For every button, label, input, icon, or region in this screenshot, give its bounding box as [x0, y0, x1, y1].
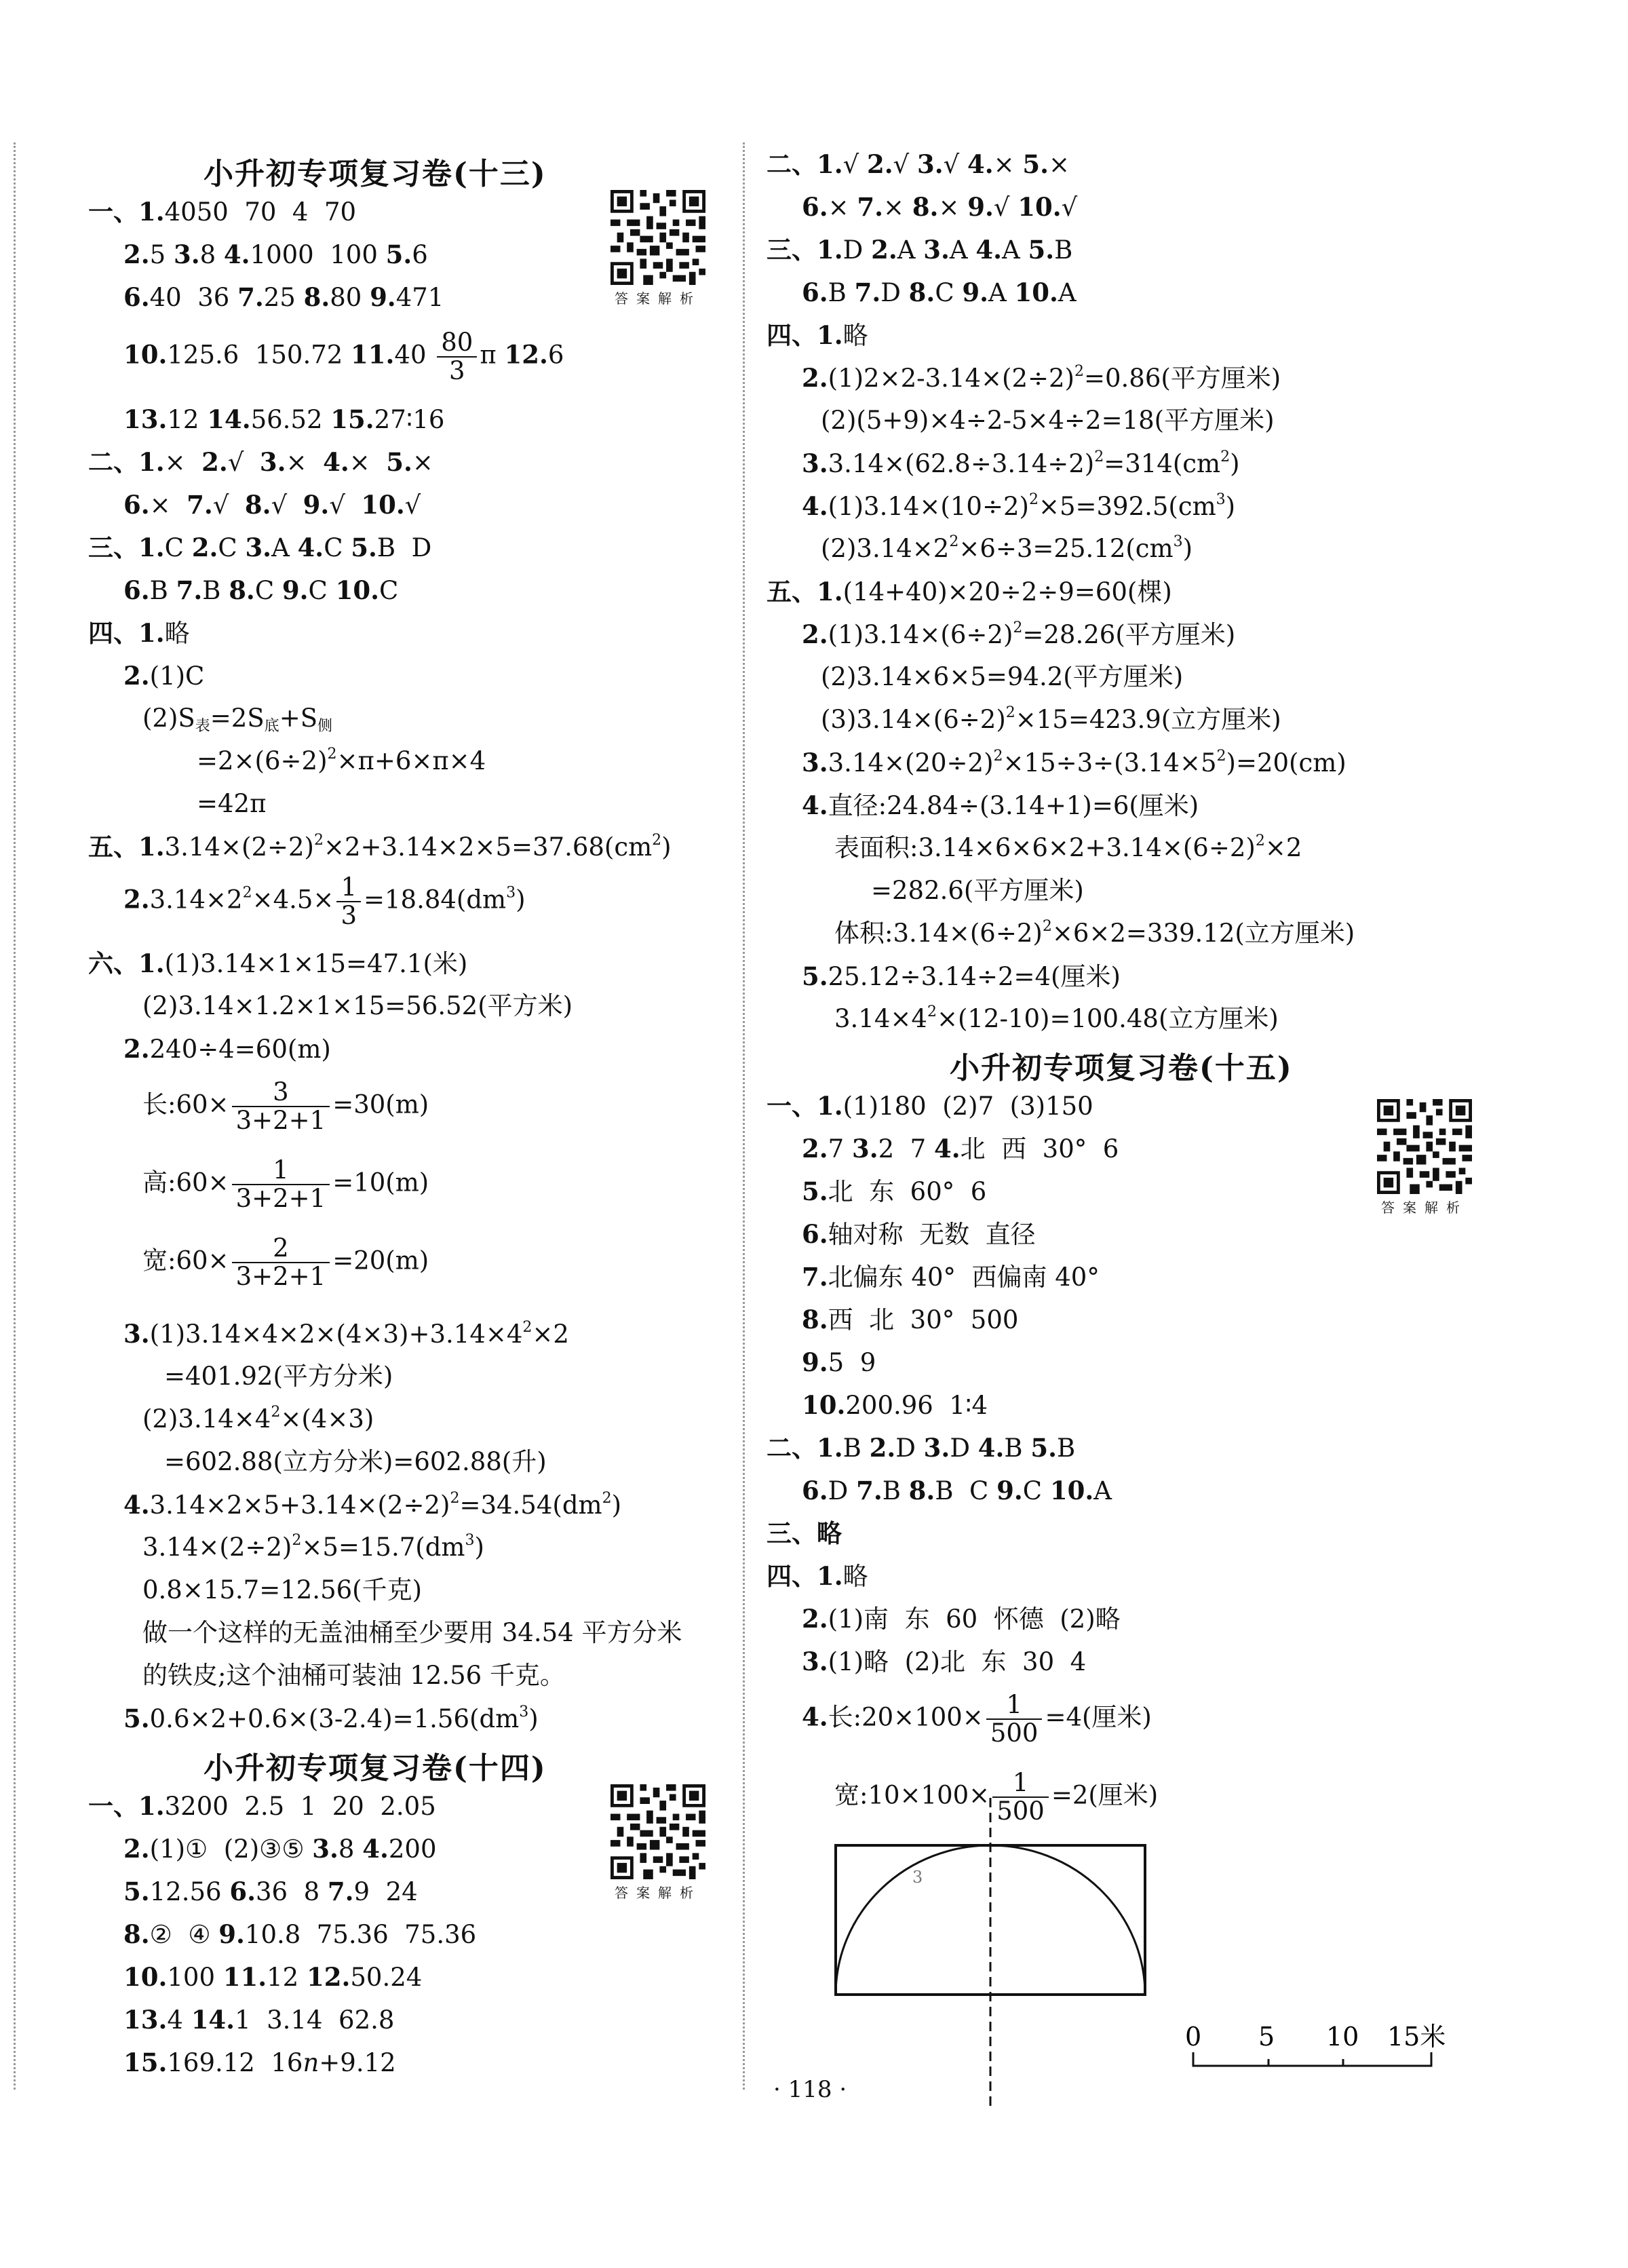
answer-line: $3.14\times(2\div 2)^2\times 5=15.7(dm^3)$	[142, 1532, 484, 1562]
answer-line: $5.0.6\times 2+0.6\times(3-2.4)=1.56(dm^3)$	[123, 1704, 539, 1733]
answer-line: 13.4 14.1 3.14 62.8	[123, 2005, 395, 2035]
fraction: $\frac{2}{3+2+1}$	[232, 1235, 330, 1290]
answer-line: 宽:60× $\frac{2}{3+2+1}$ =20(m)	[142, 1233, 429, 1291]
answer-line: 体积$:3.14\times(6\div 2)^2\times 6\times 2=339.12$(立方厘米)	[834, 918, 1355, 948]
section-15-title: 小升初专项复习卷(十五)	[950, 1051, 1293, 1085]
answer-line: =282.6(平方厘米)	[871, 876, 1084, 905]
answer-line: 2.(1)南 东 60 怀德 (2)略	[802, 1604, 1121, 1634]
answer-line: 5.北 东 60° 6	[802, 1176, 987, 1206]
scale-bar	[1184, 2022, 1469, 2083]
answer-line: 6.D 7.B 8.B C 9.C 10.A	[802, 1476, 1112, 1505]
answer-line: 5.25.12÷3.14÷2=4(厘米)	[802, 961, 1121, 991]
fraction: $\frac{80}{3}$	[437, 329, 477, 385]
page-number: · 118 ·	[773, 2076, 847, 2103]
answer-line: 6.× 7.√ 8.√ 9.√ 10.√	[123, 490, 421, 520]
answer-line: =42π	[197, 789, 267, 818]
answer-line: (2)(5+9)×4÷2-5×4÷2=18(平方厘米)	[821, 406, 1275, 435]
answer-line: 4.直径:24.84÷(3.14+1)=6(厘米)	[802, 790, 1199, 820]
qr-code-icon	[1377, 1099, 1472, 1194]
section-13-title: 小升初专项复习卷(十三)	[204, 157, 547, 191]
answer-line: 二、1.√ 2.√ 3.√ 4.× 5.×	[767, 149, 1070, 179]
answer-line: 一、1.3200 2.5 1 20 2.05	[88, 1791, 436, 1821]
answer-line: 8.② ④ 9.10.8 75.36 75.36	[123, 1919, 477, 1949]
answer-line: $2.3.14\times 2^2\times 4.5\times$ $\frac{1}{3}$ $=18.84(dm^3)$	[123, 872, 526, 930]
answer-line: 2.7 3.2 7 4.北 西 30° 6	[802, 1134, 1119, 1164]
fraction: $\frac{1}{3}$	[336, 874, 361, 929]
scale-line	[1193, 2052, 1431, 2066]
answer-line: 0.8×15.7=12.56(千克)	[142, 1575, 423, 1604]
qr-caption: 答案解析	[1381, 1199, 1468, 1216]
answer-line: 一、1.(1)180 (2)7 (3)150	[767, 1091, 1093, 1121]
scale-tick-label: 15米	[1387, 2022, 1446, 2052]
answer-line: 宽:10×100× $\frac{1}{500}$ =2(厘米)	[834, 1768, 1159, 1826]
answer-line: 一、1.4050 70 4 70	[88, 197, 357, 227]
scale-tick-label: 10	[1326, 2022, 1359, 2052]
qr-caption: 答案解析	[615, 290, 701, 307]
answer-line: 2.5 3.8 4.1000 100 5.6	[123, 239, 428, 269]
answer-line: 2.(1)① (2)③⑤ 3.8 4.200	[123, 1834, 437, 1864]
answer-line: 6.40 36 7.25 8.80 9.471	[123, 282, 444, 312]
answer-line: (2)3.14×6×5=94.2(平方厘米)	[821, 662, 1184, 691]
answer-line: 四、1.略	[88, 618, 190, 648]
answer-line: 8.西 北 30° 500	[802, 1305, 1019, 1334]
answer-line: $3.3.14\times(62.8\div 3.14\div 2)^2=314(cm^2)$	[802, 448, 1240, 478]
answer-line: 三、略	[767, 1518, 842, 1548]
scale-tick-label: 5	[1258, 2022, 1275, 2052]
answer-line: 4.长:20×100× $\frac{1}{500}$ =4(厘米)	[802, 1690, 1152, 1748]
answer-line: 5.12.56 6.36 8 7.9 24	[123, 1877, 418, 1906]
column-divider-left	[14, 142, 16, 2090]
qr-code-14[interactable]	[610, 1784, 705, 1902]
answer-line: 6.B 7.B 8.C 9.C 10.C	[123, 575, 399, 605]
answer-line: $(2)3.14\times 4^2\times(4\times 3)$	[142, 1404, 374, 1434]
answer-line: 13.12 14.56.52 15.27∶16	[123, 404, 445, 434]
answer-line: 六、1.(1)3.14×1×15=47.1(米)	[88, 948, 468, 978]
answer-line: 二、1.× 2.√ 3.× 4.× 5.×	[88, 447, 433, 477]
answer-line: 高:60× $\frac{1}{3+2+1}$ =10(m)	[142, 1155, 429, 1213]
answer-line: 的铁皮;这个油桶可装油 12.56 千克。	[142, 1661, 565, 1690]
fraction: $\frac{1}{500}$	[986, 1691, 1043, 1747]
answer-line: 6.轴对称 无数 直径	[802, 1219, 1036, 1249]
answer-line: $2.(1)2\times 2-3.14\times(2\div 2)^2=0.86$(平方厘米)	[802, 363, 1281, 393]
answer-line: $3.3.14\times(20\div 2)^2\times 15\div 3\div(3.14\times 5^2)=20(cm)$	[802, 748, 1346, 777]
answer-line: 做一个这样的无盖油桶至少要用 34.54 平方分米	[142, 1618, 682, 1647]
answer-line: =401.92(平方分米)	[164, 1362, 393, 1391]
fraction: $\frac{1}{3+2+1}$	[232, 1157, 330, 1212]
answer-line: 10.125.6 150.72 11.40 $\frac{80}{3}$ π 12.6	[123, 328, 564, 385]
figure-label: 3	[912, 1868, 923, 1887]
answer-line: 10.100 11.12 12.50.24	[123, 1962, 423, 1992]
answer-line: 四、1.略	[767, 1561, 868, 1591]
answer-line: $4.3.14\times 2\times 5+3.14\times(2\div 2)^2=34.54(dm^2)$	[123, 1490, 622, 1520]
answer-line: 长:60× $\frac{3}{3+2+1}$ =30(m)	[142, 1077, 429, 1135]
answer-line: 6.B 7.D 8.C 9.A 10.A	[802, 277, 1077, 307]
semicircle-figure	[828, 1798, 1153, 2110]
answer-line: 五、1.(14+40)×20÷2÷9=60(棵)	[767, 577, 1172, 607]
answer-line: 五、$1.3.14\times(2\div 2)^2\times 2+3.14\times 2\times 5=37.68(cm^2)$	[88, 832, 672, 862]
answer-line: =602.88(立方分米)=602.88(升)	[164, 1447, 547, 1476]
scale-tick-label: 0	[1185, 2022, 1202, 2052]
section-14-title: 小升初专项复习卷(十四)	[204, 1751, 547, 1786]
column-divider-middle	[743, 142, 745, 2090]
qr-code-13[interactable]	[610, 190, 705, 307]
answer-line: $(2)S_表=2S_底+S_侧$	[142, 704, 333, 735]
answer-line: $2.(1)3.14\times(6\div 2)^2=28.26$(平方厘米)	[802, 619, 1236, 649]
answer-line: $(2)3.14\times 2^2\times 6\div 3=25.12(cm^3)$	[821, 533, 1193, 563]
answer-line: 7.北偏东 40° 西偏南 40°	[802, 1262, 1100, 1292]
answer-line: 四、1.略	[767, 320, 868, 350]
answer-line: 三、1.C 2.C 3.A 4.C 5.B D	[88, 533, 432, 562]
qr-code-icon	[610, 190, 705, 285]
answer-line: 6.× 7.× 8.× 9.√ 10.√	[802, 192, 1078, 222]
answer-line: $4.(1)3.14\times(10\div 2)^2\times 5=392.5(cm^3)$	[802, 491, 1236, 521]
answer-line: $3.(1)3.14\times 4\times 2\times(4\times 3)+3.14\times 4^2\times 2$	[123, 1319, 569, 1349]
answer-line: 三、1.D 2.A 3.A 4.A 5.B	[767, 235, 1073, 265]
qr-caption: 答案解析	[615, 1885, 701, 1901]
qr-code-icon	[610, 1784, 705, 1879]
qr-code-15[interactable]	[1377, 1099, 1472, 1216]
answer-line: 10.200.96 1∶4	[802, 1390, 988, 1420]
answer-line: 表面积$:3.14\times 6\times 6\times 2+3.14\times(6\div 2)^2\times 2$	[834, 832, 1302, 862]
answer-line: $(3)3.14\times(6\div 2)^2\times 15=423.9$(立方厘米)	[821, 704, 1281, 734]
answer-line: 2.(1)C	[123, 661, 205, 691]
answer-line: 2.240÷4=60(m)	[123, 1034, 331, 1064]
answer-line: (2)3.14×1.2×1×15=56.52(平方米)	[142, 991, 573, 1020]
answer-line: $3.14\times 4^2\times(12-10)=100.48$(立方厘米)	[834, 1003, 1279, 1033]
fraction: $\frac{1}{500}$	[992, 1769, 1049, 1825]
fraction: $\frac{3}{3+2+1}$	[232, 1079, 330, 1134]
answer-line: 3.(1)略 (2)北 东 30 4	[802, 1647, 1087, 1676]
answer-line: 二、1.B 2.D 3.D 4.B 5.B	[767, 1433, 1076, 1463]
answer-line: 15.169.12 16n+9.12	[123, 2048, 396, 2077]
answer-line: $=2\times(6\div 2)^2\times\pi+6\times\pi\times 4$	[197, 746, 486, 775]
answer-line: 9.5 9	[802, 1347, 876, 1377]
